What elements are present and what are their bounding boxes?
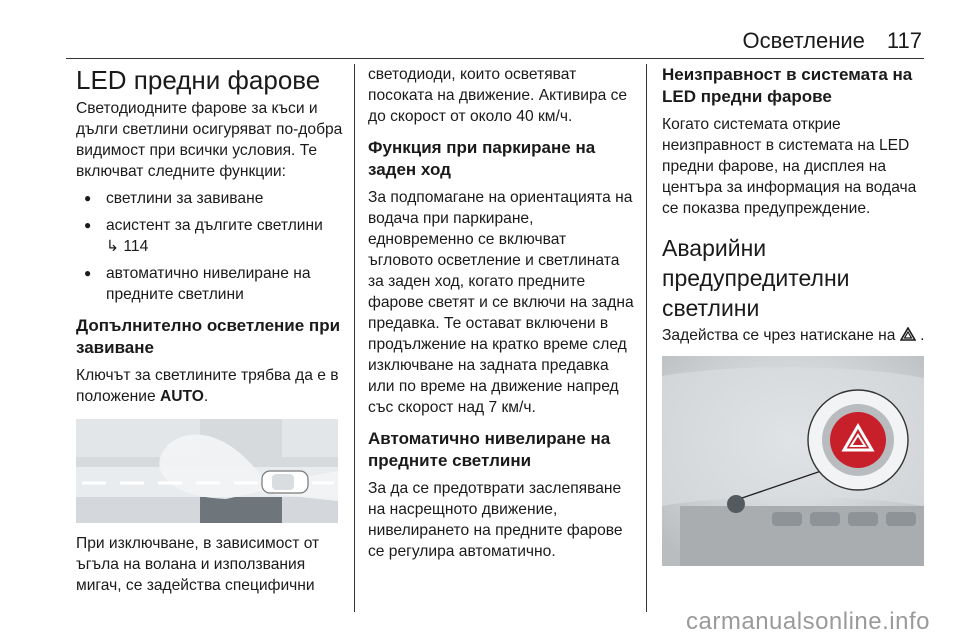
paragraph: Когато системата открие неизправност в системата на LED предни фарове, на дисплея на центъра за информация на водача се показва предупреждение. [662,116,917,217]
paragraph: Задейства се чрез натискане на . [662,327,925,344]
section-title: Осветление [742,28,865,53]
column-2 [368,64,634,568]
column-divider [354,64,355,612]
paragraph: За да се предотврати заслепяване на насрещното движение, нивелирането на предните фарове се регулира автоматично. [368,480,623,560]
paragraph: светодиоди, които осветяват посоката на движение. Активира се до скорост от около 40 км/ч. [368,66,628,125]
page-header [743,28,922,54]
paragraph: При изключване, в зависимост от ъгъла на волана и използвания мигач, се задейства специфични [76,535,320,594]
subheading-parking: Функция при паркиране на заден ход [368,138,596,179]
subheading-fault: Неизправност в системата на LED предни фарове [662,65,913,106]
hazard-switch-illustration [662,356,924,566]
hazard-triangle-icon [900,327,920,344]
list-item: ● светлини за завиване [76,188,344,209]
auto-label: AUTO [160,388,204,405]
turning-light-illustration [76,419,338,523]
paragraph: Ключът за светлините трябва да е в положение AUTO. [76,367,339,405]
page-ref-link[interactable]: ↳ 114 [106,238,149,255]
column-divider [646,64,647,612]
section-heading-led: LED предни фарове [76,65,321,95]
subheading-leveling: Автоматично нивелиране на предните светлини [368,429,611,470]
list-item: ● автоматично нивелиране на предните светлини [76,263,344,305]
header-divider [66,58,924,59]
paragraph: Светодиодните фарове за къси и дълги светлини осигуряват по-добра видимост при всички условия. Те включват следните функции: [76,100,343,180]
subheading-turning: Допълнително осветление при завиване [76,316,341,357]
column-3 [662,64,928,566]
section-heading-hazard: Аварийни предупредителни светлини [662,235,850,321]
watermark: carmanualsonline.info [686,608,930,635]
page-number: 117 [886,28,922,53]
feature-list [76,188,344,305]
list-item: ● асистент за дългите светлини ↳ 114 [76,215,344,257]
column-1 [76,64,344,602]
paragraph: За подпомагане на ориентацията на водача при паркиране, едновременно се включват ъгловото осветление и светлината за заден ход, когато предните фарове светят и се включи на задна предавка. Те остават включени в продължение на кратко време след изключване на задната предавка или по време на движение напред със скорост над 7 км/ч. [368,189,634,416]
car-icon [262,471,308,493]
